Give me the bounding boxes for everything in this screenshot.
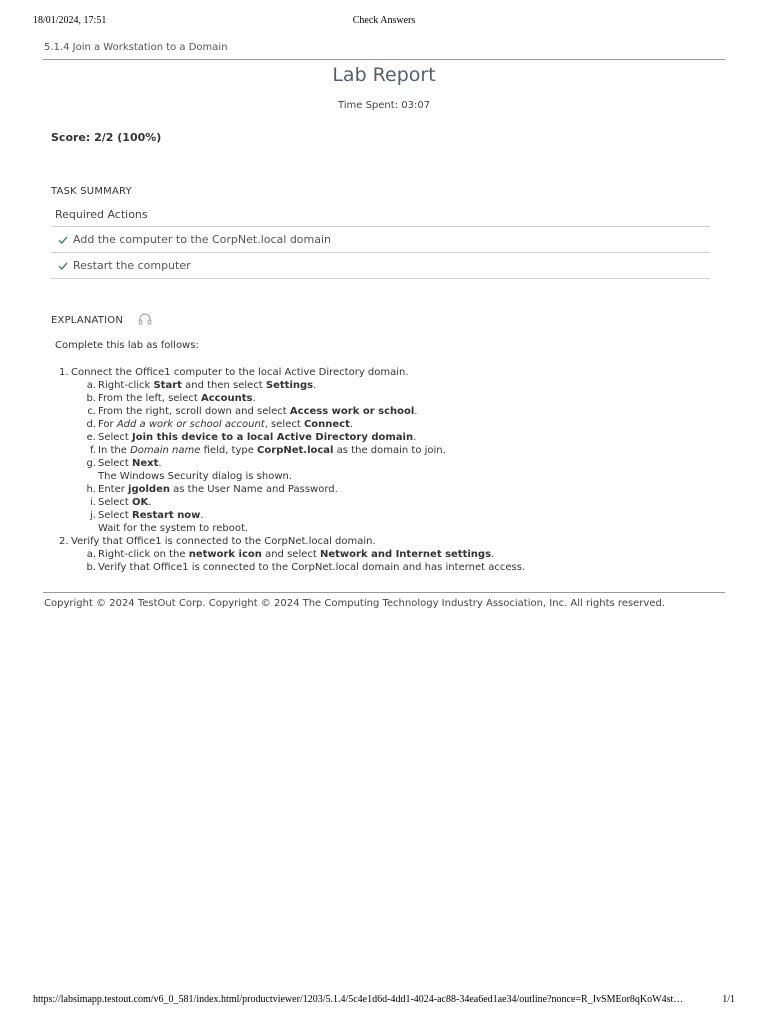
page-number: 1/1 (722, 994, 735, 1005)
text: Verify that Office1 is connected to the CorpNet.local domain and has internet access. (98, 562, 526, 573)
bold-text: CorpNet.local (257, 445, 334, 456)
substep-letter: i. (90, 497, 96, 508)
print-title: Check Answers (352, 15, 416, 26)
explanation-heading: EXPLANATION (51, 315, 123, 326)
headphones-icon[interactable] (138, 312, 152, 326)
substep-letter: a. (86, 380, 96, 391)
substep-letter: e. (86, 432, 96, 443)
bold-text: Restart now (132, 510, 201, 521)
print-header (33, 15, 735, 29)
step-1 (59, 366, 719, 535)
bold-text: Start (153, 380, 182, 391)
substep (87, 496, 719, 509)
substep (87, 561, 719, 574)
substep-letter: b. (86, 562, 96, 573)
substep (87, 444, 719, 457)
step-text: Connect the Office1 computer to the local Active Directory domain. (71, 367, 409, 378)
bold-text: Next (132, 458, 159, 469)
substep (87, 431, 719, 444)
substep-letter: f. (90, 445, 96, 456)
step-text: Verify that Office1 is connected to the CorpNet.local domain. (71, 536, 376, 547)
substep (87, 483, 719, 496)
explanation-intro: Complete this lab as follows: (55, 340, 199, 351)
step-2 (59, 535, 719, 574)
action-label: Add the computer to the CorpNet.local domain (73, 233, 332, 246)
substep (87, 379, 719, 392)
text: Right-click on the (98, 549, 189, 560)
step-number: 2. (59, 536, 69, 547)
text: and then select (181, 380, 266, 391)
substep-letter: j. (90, 510, 96, 521)
score: Score: 2/2 (100%) (51, 131, 162, 144)
page-title: Lab Report (332, 64, 436, 86)
text: Right-click (98, 380, 154, 391)
substep (87, 548, 719, 561)
substep-letter: h. (86, 484, 96, 495)
check-icon (58, 235, 68, 245)
required-actions-list (51, 226, 710, 279)
substep (87, 509, 719, 535)
step-number: 1. (59, 367, 69, 378)
substep-letter: g. (86, 458, 96, 469)
bold-text: Access work or school (289, 406, 415, 417)
substep-letter: d. (86, 419, 96, 430)
italic-text: Add a work or school account (116, 419, 265, 430)
header-divider (43, 59, 725, 60)
text: . (313, 380, 317, 391)
text: In the (98, 445, 131, 456)
substep-note: The Windows Security dialog is shown. (98, 471, 293, 482)
text: Select (98, 432, 133, 443)
substep (87, 457, 719, 483)
substep (87, 392, 719, 405)
text: . (491, 549, 495, 560)
text: Select (98, 497, 133, 508)
text: . (413, 432, 417, 443)
list-item (51, 226, 710, 252)
text: Select (98, 458, 133, 469)
bold-text: OK (132, 497, 149, 508)
text: field, type (200, 445, 258, 456)
copyright: Copyright © 2024 TestOut Corp. Copyright © 2024 The Computing Technology Industry Association, Inc. All rights reserved. (44, 598, 666, 609)
substep-letter: c. (87, 406, 96, 417)
substep (87, 405, 719, 418)
bold-text: Settings (265, 380, 314, 391)
substep-letter: a. (86, 549, 96, 560)
text: Select (98, 510, 133, 521)
italic-text: Domain name (130, 445, 201, 456)
page-url: https://labsimapp.testout.com/v6_0_581/index.html/productviewer/1203/5.1.4/5c4e1d6d-4dd1-4024-ac88-34ea6ed1ae34/outline?nonce=R_IvSMEor8qKoW4st… (33, 994, 684, 1005)
substep-note: Wait for the system to reboot. (98, 523, 249, 534)
footer-divider (43, 592, 725, 593)
text: , select (264, 419, 304, 430)
check-icon (58, 261, 68, 271)
bold-text: Connect (303, 419, 350, 430)
breadcrumb: 5.1.4 Join a Workstation to a Domain (44, 42, 228, 53)
print-datetime: 18/01/2024, 17:51 (33, 15, 107, 26)
text: as the User Name and Password. (169, 484, 338, 495)
text: . (158, 458, 162, 469)
text: . (252, 393, 256, 404)
action-label: Restart the computer (73, 259, 191, 272)
text: . (200, 510, 204, 521)
time-spent: Time Spent: 03:07 (337, 100, 431, 111)
text: . (148, 497, 152, 508)
instruction-steps (59, 366, 719, 574)
print-footer (33, 994, 735, 1008)
bold-text: network icon (188, 549, 262, 560)
required-actions-label: Required Actions (55, 208, 148, 221)
list-item (51, 252, 710, 279)
bold-text: Network and Internet settings (319, 549, 492, 560)
task-summary-heading: TASK SUMMARY (51, 186, 132, 197)
text: For (98, 419, 117, 430)
bold-text: Join this device to a local Active Directory domain (132, 432, 414, 443)
text: From the left, select (98, 393, 201, 404)
bold-text: Accounts (201, 393, 253, 404)
text: Enter (98, 484, 129, 495)
text: . (349, 419, 354, 430)
text: as the domain to join. (333, 445, 446, 456)
bold-text: jgolden (128, 484, 170, 495)
substep-letter: b. (86, 393, 96, 404)
substep (87, 418, 719, 431)
text: and select (261, 549, 320, 560)
text: . (414, 406, 418, 417)
text: From the right, scroll down and select (98, 406, 290, 417)
